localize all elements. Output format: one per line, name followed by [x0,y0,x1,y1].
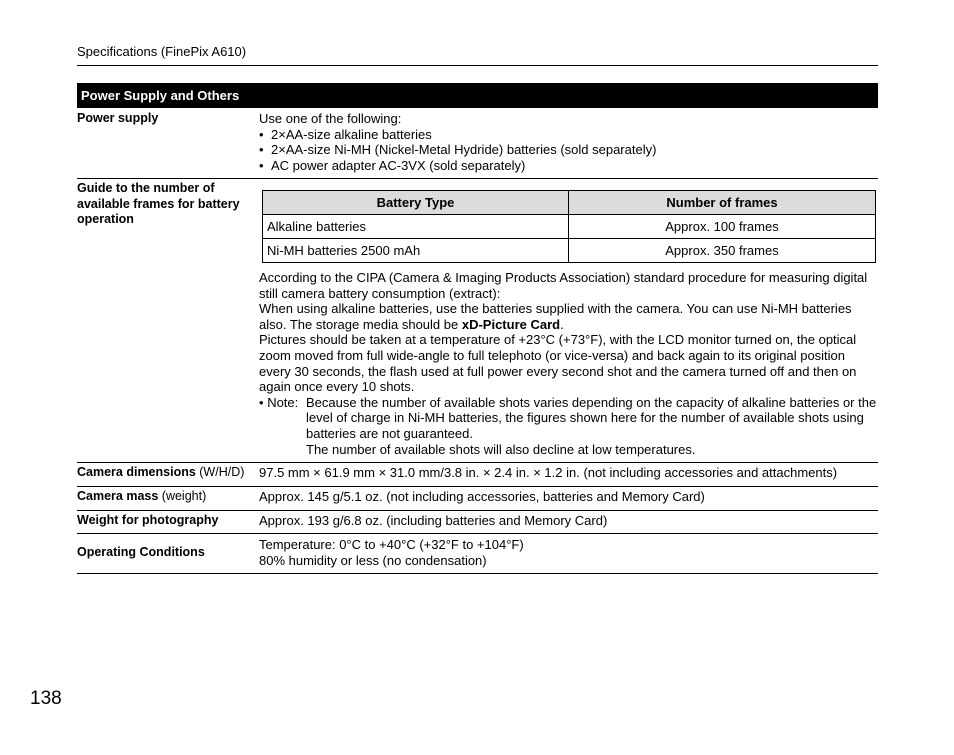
list-item: • AC power adapter AC-3VX (sold separately) [259,157,526,173]
weight-photo-label: Weight for photography [77,513,219,527]
conditions-paragraph: Pictures should be taken at a temperature of +23°C (+73°F), with the LCD monitor turned on, the optical zoom moved from full wide-angle to full telephoto (or vice-versa) and back again to its original position every 30 seconds, the flash used at full power every second shot and the camera turned off and then on again once every 10 shots. [259,332,857,395]
row-divider [77,178,878,179]
row-divider [77,533,878,534]
page-number: 138 [30,688,62,709]
guide-label: Guide to the number of available frames for battery operation [77,181,240,226]
table-header-battery-type: Battery Type [263,191,569,215]
power-supply-intro: Use one of the following: [259,111,402,126]
table-row: Alkaline batteries Approx. 100 frames [263,215,876,239]
row-divider [77,510,878,511]
dimensions-label: Camera dimensions (W/H/D) [77,465,245,479]
dimensions-value: 97.5 mm × 61.9 mm × 31.0 mm/3.8 in. × 2.4 in. × 1.2 in. (not including accessories and attachments) [259,465,838,480]
list-item: • 2×AA-size Ni-MH (Nickel-Metal Hydride) batteries (sold separately) [259,142,657,158]
battery-table [262,190,876,263]
power-supply-label: Power supply [77,111,159,125]
row-divider [77,486,878,487]
mass-value: Approx. 145 g/5.1 oz. (not including accessories, batteries and Memory Card) [259,489,705,504]
battery-paragraph: When using alkaline batteries, use the batteries supplied with the camera. You can use Ni-MH batteries also. The storage media should be xD-Picture Card. [259,301,852,332]
operating-label: Operating Conditions [77,545,205,559]
mass-label: Camera mass (weight) [77,489,207,503]
media-name: xD-Picture Card [461,316,561,332]
section-title: Power Supply and Others [77,83,878,108]
bullet-icon: • [259,157,264,173]
cipa-paragraph: According to the CIPA (Camera & Imaging Products Association) standard procedure for measuring digital still camera battery consumption (extract): [259,270,868,301]
bullet-icon: • [259,126,264,142]
bullet-icon: • [259,394,264,410]
table-header-frames: Number of frames [569,191,876,215]
header-rule [77,65,878,66]
weight-photo-value: Approx. 193 g/6.8 oz. (including batteries and Memory Card) [259,513,608,528]
guide-text [259,270,877,457]
list-item: • 2×AA-size alkaline batteries [259,126,432,142]
bullet-icon: • [259,142,264,158]
note: • Note: Because the number of available shots varies depending on the capacity of alkaline batteries or the level of charge in Ni-MH batteries, the figures shown here for the number of available shots using batteries are not guaranteed. The number of available shots will also decline at low temperatures. [259,394,877,457]
table-row: Ni-MH batteries 2500 mAh Approx. 350 frames [263,239,876,263]
operating-value: Temperature: 0°C to +40°C (+32°F to +104°F) 80% humidity or less (no condensation) [259,537,524,568]
row-divider [77,573,878,574]
page-header: Specifications (FinePix A610) [77,44,247,59]
power-supply-value [259,111,879,173]
row-divider [77,462,878,463]
